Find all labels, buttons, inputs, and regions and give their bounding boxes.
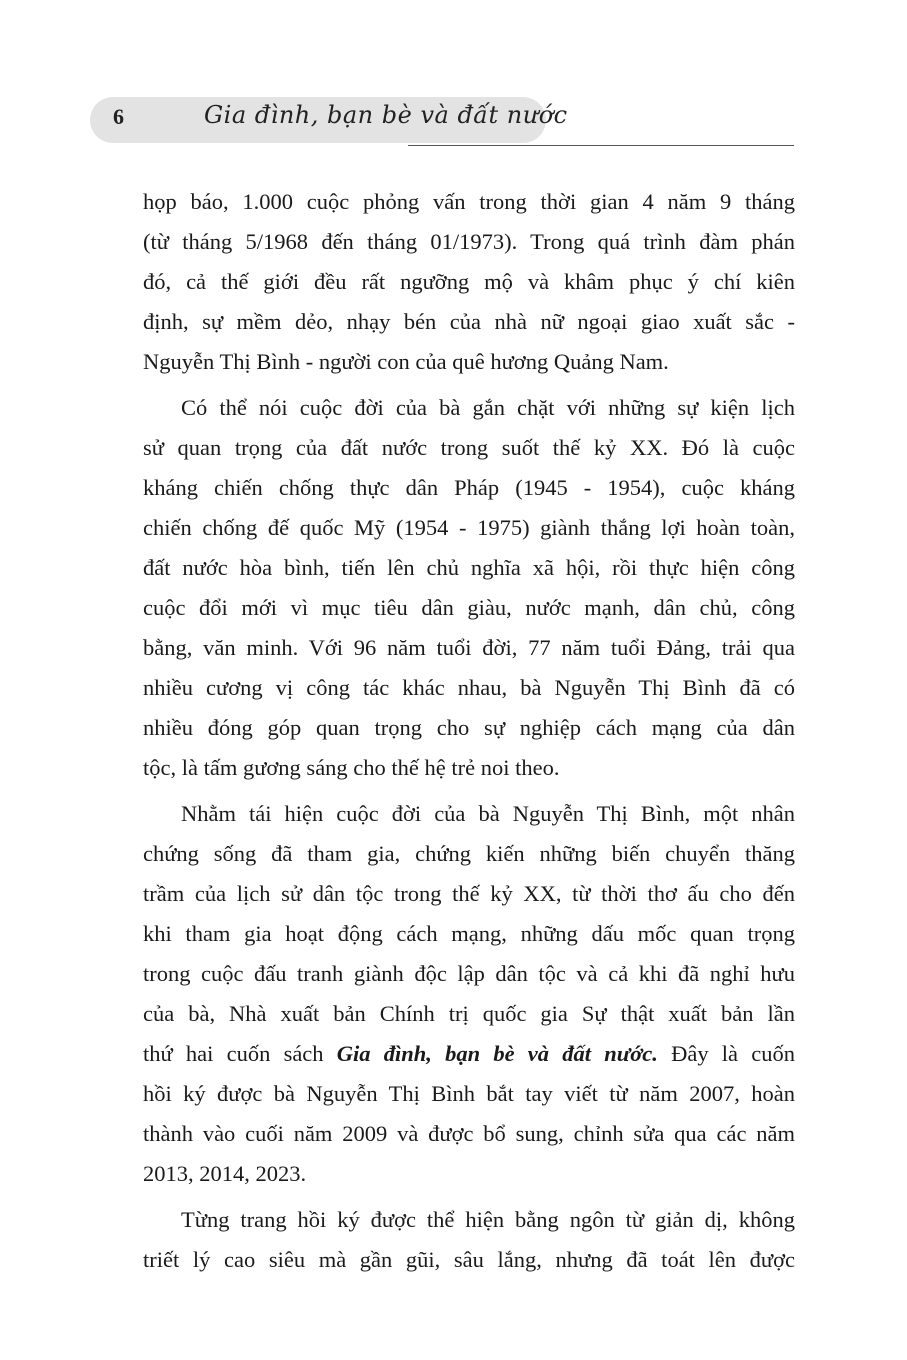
text-line: Từng trang hồi ký được thể hiện bằng ngôn từ giản dị, không	[181, 1207, 795, 1232]
paragraph-4	[143, 1200, 795, 1280]
title-line-prefix: thứ hai cuốn sách	[143, 1041, 337, 1066]
text-line: 2013, 2014, 2023.	[143, 1161, 307, 1186]
body-text	[143, 182, 795, 1286]
text-line: hồi ký được bà Nguyễn Thị Bình bắt tay viết từ năm 2007, hoàn	[143, 1081, 795, 1106]
page-number: 6	[113, 104, 124, 129]
text-line: triết lý cao siêu mà gần gũi, sâu lắng, nhưng đã toát lên được	[143, 1247, 795, 1272]
text-line: đất nước hòa bình, tiến lên chủ nghĩa xã hội, rồi thực hiện công	[143, 555, 795, 580]
text-line: Nguyễn Thị Bình - người con của quê hương Quảng Nam.	[143, 349, 669, 374]
text-line: (từ tháng 5/1968 đến tháng 01/1973). Trong quá trình đàm phán	[143, 229, 795, 254]
text-line: trong cuộc đấu tranh giành độc lập dân tộc và cả khi đã nghỉ hưu	[143, 961, 795, 986]
text-line: họp báo, 1.000 cuộc phỏng vấn trong thời gian 4 năm 9 tháng	[143, 189, 795, 214]
text-line: khi tham gia hoạt động cách mạng, những dấu mốc quan trọng	[143, 921, 795, 946]
text-line: của bà, Nhà xuất bản Chính trị quốc gia Sự thật xuất bản lần	[143, 1001, 795, 1026]
text-line: cuộc đổi mới vì mục tiêu dân giàu, nước mạnh, dân chủ, công	[143, 595, 795, 620]
text-line: Có thể nói cuộc đời của bà gắn chặt với những sự kiện lịch	[181, 395, 795, 420]
text-line: định, sự mềm dẻo, nhạy bén của nhà nữ ngoại giao xuất sắc -	[143, 309, 795, 334]
paragraph-3	[143, 794, 795, 1194]
text-line: chứng sống đã tham gia, chứng kiến những biến chuyển thăng	[143, 841, 795, 866]
book-title: Gia đình, bạn bè và đất nước.	[336, 1041, 658, 1066]
text-line: trầm của lịch sử dân tộc trong thế kỷ XX, từ thời thơ ấu cho đến	[143, 881, 795, 906]
text-line: tộc, là tấm gương sáng cho thế hệ trẻ noi theo.	[143, 755, 560, 780]
text-line: chiến chống đế quốc Mỹ (1954 - 1975) giành thắng lợi hoàn toàn,	[143, 515, 795, 540]
title-line-suffix: Đây là cuốn	[657, 1041, 795, 1066]
paragraph-2	[143, 388, 795, 788]
text-line: thành vào cuối năm 2009 và được bổ sung, chỉnh sửa qua các năm	[143, 1121, 795, 1146]
paragraph-1	[143, 182, 795, 382]
text-line: kháng chiến chống thực dân Pháp (1945 - 1954), cuộc kháng	[143, 475, 795, 500]
text-line: bằng, văn minh. Với 96 năm tuổi đời, 77 năm tuổi Đảng, trải qua	[143, 635, 795, 660]
running-title: Gia đình, bạn bè và đất nước	[204, 101, 568, 129]
text-line-with-book-title	[143, 1034, 795, 1074]
text-line: nhiều cương vị công tác khác nhau, bà Nguyễn Thị Bình đã có	[143, 675, 795, 700]
header-rule	[408, 145, 794, 146]
text-line: Nhằm tái hiện cuộc đời của bà Nguyễn Thị Bình, một nhân	[181, 801, 795, 826]
text-line: nhiều đóng góp quan trọng cho sự nghiệp cách mạng của dân	[143, 715, 795, 740]
text-line: đó, cả thế giới đều rất ngưỡng mộ và khâm phục ý chí kiên	[143, 269, 795, 294]
text-line: sử quan trọng của đất nước trong suốt thế kỷ XX. Đó là cuộc	[143, 435, 795, 460]
